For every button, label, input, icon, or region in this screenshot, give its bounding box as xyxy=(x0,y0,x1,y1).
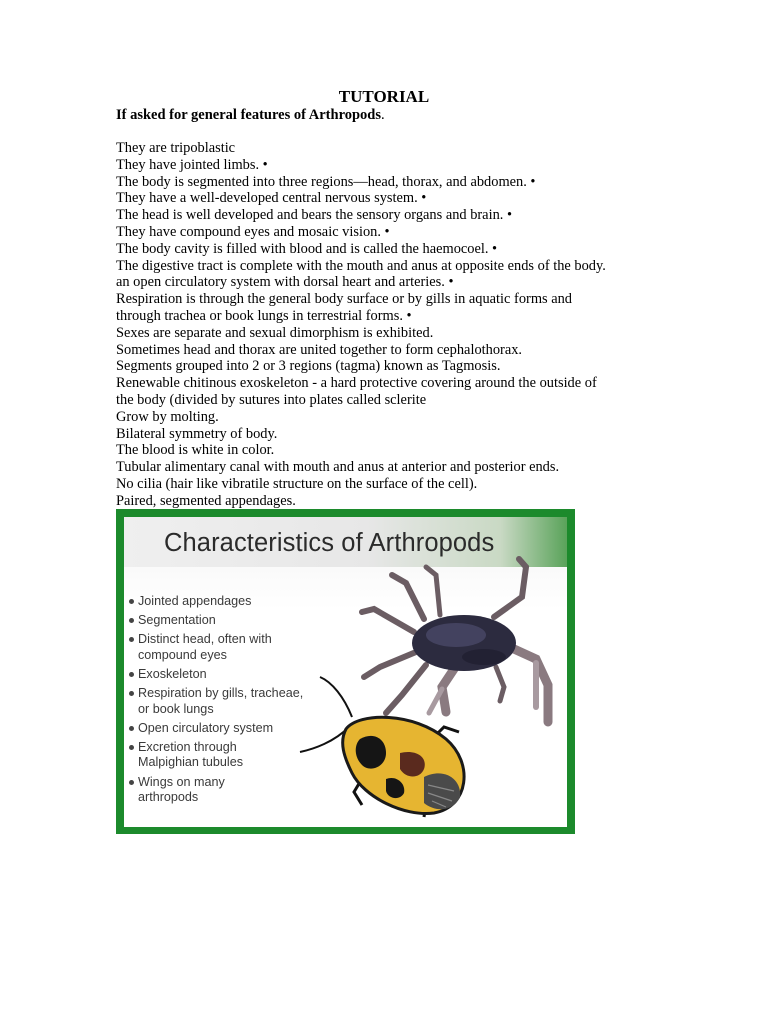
feature-line: No cilia (hair like vibratile structure on the surface of the cell). xyxy=(116,475,478,492)
feature-line: an open circulatory system with dorsal heart and arteries. • xyxy=(116,274,454,291)
feature-line: Grow by molting. xyxy=(116,408,219,425)
feature-line: Bilateral symmetry of body. xyxy=(116,425,278,442)
feature-line: Renewable chitinous exoskeleton - a hard protective covering around the outside of xyxy=(116,375,597,392)
figure-bullet-text: Distinct head, often with xyxy=(138,632,272,647)
feature-line: The head is well developed and bears the sensory organs and brain. • xyxy=(116,207,512,224)
figure-artwork xyxy=(124,517,567,827)
figure-bullet-text-continued: compound eyes xyxy=(138,647,227,662)
figure-bullet-text: Respiration by gills, tracheae, xyxy=(138,686,304,701)
page-title: TUTORIAL xyxy=(338,87,430,106)
feature-line: Tubular alimentary canal with mouth and anus at anterior and posterior ends. xyxy=(116,459,560,476)
feature-line: They have a well-developed central nervous system. • xyxy=(116,190,427,207)
crab-illustration xyxy=(362,559,548,722)
feature-line: Paired, segmented appendages. xyxy=(116,492,296,509)
figure-panel xyxy=(124,517,567,827)
figure-bullet-text: Open circulatory system xyxy=(138,720,274,735)
feature-line: Sometimes head and thorax are united together to form cephalothorax. xyxy=(116,341,523,358)
figure-bullet-text: Wings on many xyxy=(138,774,225,789)
feature-line: the body (divided by sutures into plates called sclerite xyxy=(116,391,427,408)
feature-line: The blood is white in color. xyxy=(116,442,275,459)
figure-bullet-text-continued: or book lungs xyxy=(138,701,214,716)
feature-line: Sexes are separate and sexual dimorphism is exhibited. xyxy=(116,324,434,341)
figure-bullet-text: Segmentation xyxy=(138,613,216,628)
intro-heading-bold: If asked for general features of Arthropods xyxy=(116,107,382,123)
figure-bullet-text: Jointed appendages xyxy=(138,594,252,608)
feature-line: through trachea or book lungs in terrestrial forms. • xyxy=(116,307,412,324)
feature-line: The digestive tract is complete with the mouth and anus at opposite ends of the body. xyxy=(116,257,606,274)
feature-line: The body cavity is filled with blood and is called the haemocoel. • xyxy=(116,240,498,257)
figure-bullet-text-continued: arthropods xyxy=(138,790,199,805)
arthropods-figure xyxy=(116,509,575,834)
feature-line: They are tripoblastic xyxy=(116,140,236,156)
figure-bullet-text-continued: Malpighian tubules xyxy=(138,755,244,770)
figure-bullet-text: Exoskeleton xyxy=(138,667,207,682)
feature-line: Segments grouped into 2 or 3 regions (tagma) known as Tagmosis. xyxy=(116,358,501,375)
intro-heading-tail: . xyxy=(381,107,385,123)
figure-bullet-text: Excretion through xyxy=(138,740,237,755)
feature-line: The body is segmented into three regions—head, thorax, and abdomen. • xyxy=(116,173,536,190)
figure-title: Characteristics of Arthropods xyxy=(164,529,495,557)
feature-line: They have jointed limbs. • xyxy=(116,156,268,173)
feature-line: Respiration is through the general body surface or by gills in aquatic forms and xyxy=(116,291,572,308)
feature-list xyxy=(116,140,676,510)
intro-heading xyxy=(116,106,385,124)
feature-line: They have compound eyes and mosaic vision. • xyxy=(116,223,390,240)
